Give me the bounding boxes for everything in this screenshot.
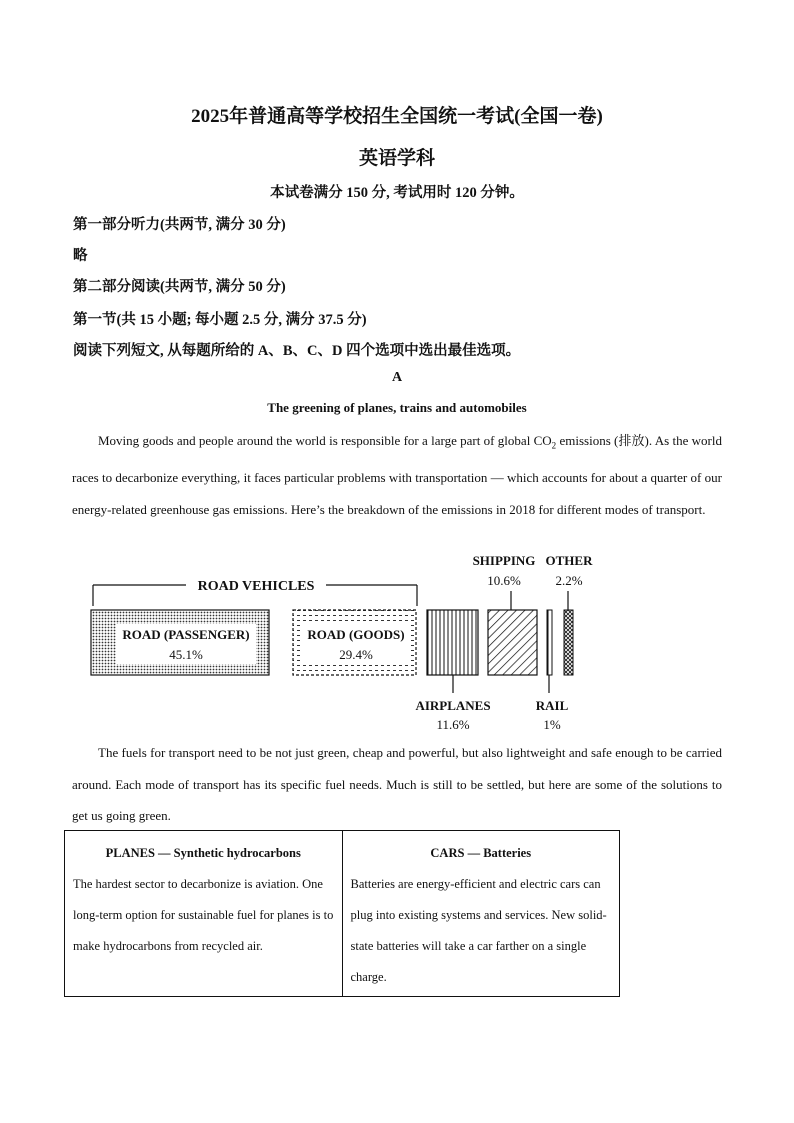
exam-title: 2025年普通高等学校招生全国统一考试(全国一卷) xyxy=(191,106,603,127)
rail-value: 1% xyxy=(543,717,561,732)
other-value: 2.2% xyxy=(555,573,583,588)
planes-heading: PLANES — Synthetic hydrocarbons xyxy=(105,846,301,860)
passage-paragraph-1 xyxy=(72,425,722,525)
passage-title: The greening of planes, trains and automobiles xyxy=(267,400,527,415)
road-passenger-value: 45.1% xyxy=(169,647,203,662)
table-cell-cars xyxy=(342,831,620,996)
road-vehicles-label: ROAD VEHICLES xyxy=(197,579,315,594)
airplanes-label: AIRPLANES xyxy=(415,698,491,713)
shipping-value: 10.6% xyxy=(487,573,521,588)
co2-subscript: 2 xyxy=(551,440,557,451)
road-passenger-label: ROAD (PASSENGER) xyxy=(122,627,250,642)
cars-heading: CARS — Batteries xyxy=(430,846,532,860)
para2-text: The fuels for transport need to be not just green, cheap and powerful, but also lightweight and safe enough to be carried around. Each mode of transport has its specific fuel needs. Much is still to be settled, but here are some of the solutions to get us going green. xyxy=(72,745,722,823)
subject-title: 英语学科 xyxy=(358,148,435,169)
para1-text-before: Moving goods and people around the world is responsible for a large part of global CO xyxy=(98,433,552,448)
passage-paragraph-2 xyxy=(72,737,722,832)
airplanes-value: 11.6% xyxy=(436,717,470,732)
rail-block xyxy=(547,610,552,675)
passage-letter: A xyxy=(391,370,403,385)
solutions-table xyxy=(64,830,620,997)
other-label: OTHER xyxy=(545,553,593,568)
part2-heading: 第二部分阅读(共两节, 满分 50 分) xyxy=(73,279,286,295)
road-goods-label: ROAD (GOODS) xyxy=(307,627,405,642)
table-cell-planes xyxy=(65,831,342,996)
section1-heading: 第一节(共 15 小题; 每小题 2.5 分, 满分 37.5 分) xyxy=(73,312,367,328)
other-block xyxy=(564,610,573,675)
road-goods-value: 29.4% xyxy=(339,647,373,662)
rail-label: RAIL xyxy=(535,698,569,713)
emissions-breakdown-figure xyxy=(86,548,606,738)
cars-body: Batteries are energy-efficient and electric cars can plug into existing systems and services. New solid-state batteries will take a car farther on a single charge. xyxy=(350,877,607,984)
airplanes-block xyxy=(427,610,478,675)
shipping-label: SHIPPING xyxy=(472,553,536,568)
exam-info: 本试卷满分 150 分, 考试用时 120 分钟。 xyxy=(270,185,524,201)
part1-heading: 第一部分听力(共两节, 满分 30 分) xyxy=(73,217,286,233)
para1-text-after: emissions (排放). As the world races to decarbonize everything, it faces particular problems with transportation — which accounts for about a quarter of our energy-related greenhouse gas emissions. Here’s the breakdown of the emissions in 2018 for different modes of transport. xyxy=(72,433,722,517)
planes-body: The hardest sector to decarbonize is aviation. One long-term option for sustainable fuel for planes is to make hydrocarbons from recycled air. xyxy=(73,877,334,953)
part1-omitted: 略 xyxy=(73,248,88,264)
reading-instruction: 阅读下列短文, 从每题所给的 A、B、C、D 四个选项中选出最佳选项。 xyxy=(73,343,521,359)
shipping-block xyxy=(488,610,537,675)
